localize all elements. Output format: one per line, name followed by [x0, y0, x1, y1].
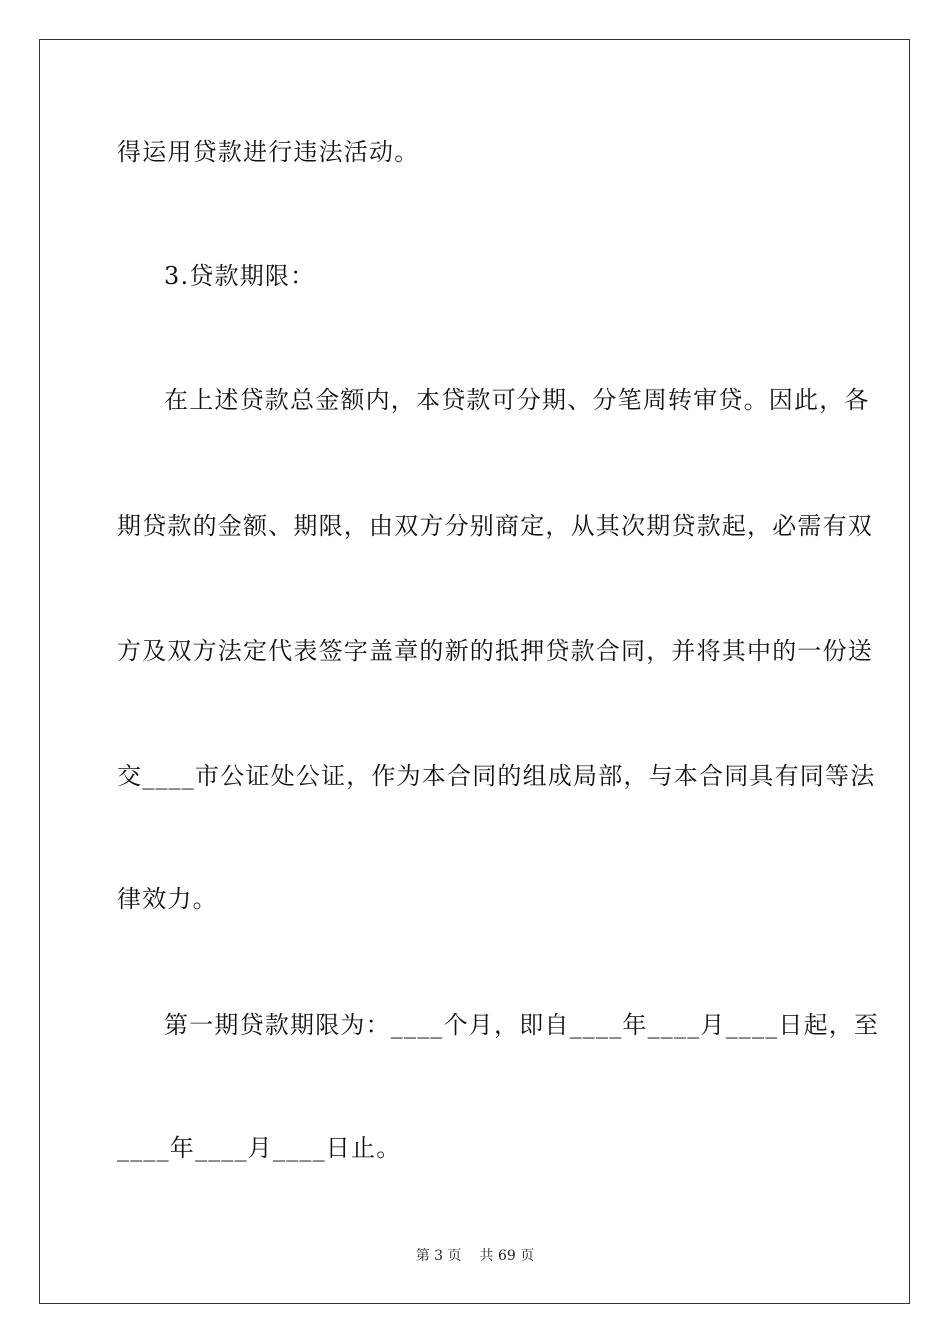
paragraph-line-9: ____年____月____日止。 — [117, 1134, 402, 1162]
paragraph-line-3: 在上述贷款总金额内，本贷款可分期、分笔周转审贷。因此，各 — [164, 386, 870, 414]
paragraph-line-1: 得运用贷款进行违法活动。 — [117, 138, 420, 166]
page-border — [39, 39, 910, 1304]
paragraph-line-5: 方及双方法定代表签字盖章的新的抵押贷款合同，并将其中的一份送 — [117, 637, 873, 665]
page-footer — [0, 1247, 950, 1265]
page-number: 第 3 页 — [415, 1248, 462, 1264]
total-pages: 共 69 页 — [479, 1248, 535, 1264]
paragraph-line-7: 律效力。 — [117, 885, 218, 913]
paragraph-line-6: 交____市公证处公证，作为本合同的组成局部，与本合同具有同等法 — [117, 762, 876, 790]
section-heading-loan-term: 3.贷款期限： — [164, 262, 316, 290]
paragraph-line-8: 第一期贷款期限为：____个月，即自____年____月____日起，至 — [164, 1011, 880, 1039]
paragraph-line-4: 期贷款的金额、期限，由双方分别商定，从其次期贷款起，必需有双 — [117, 512, 873, 540]
